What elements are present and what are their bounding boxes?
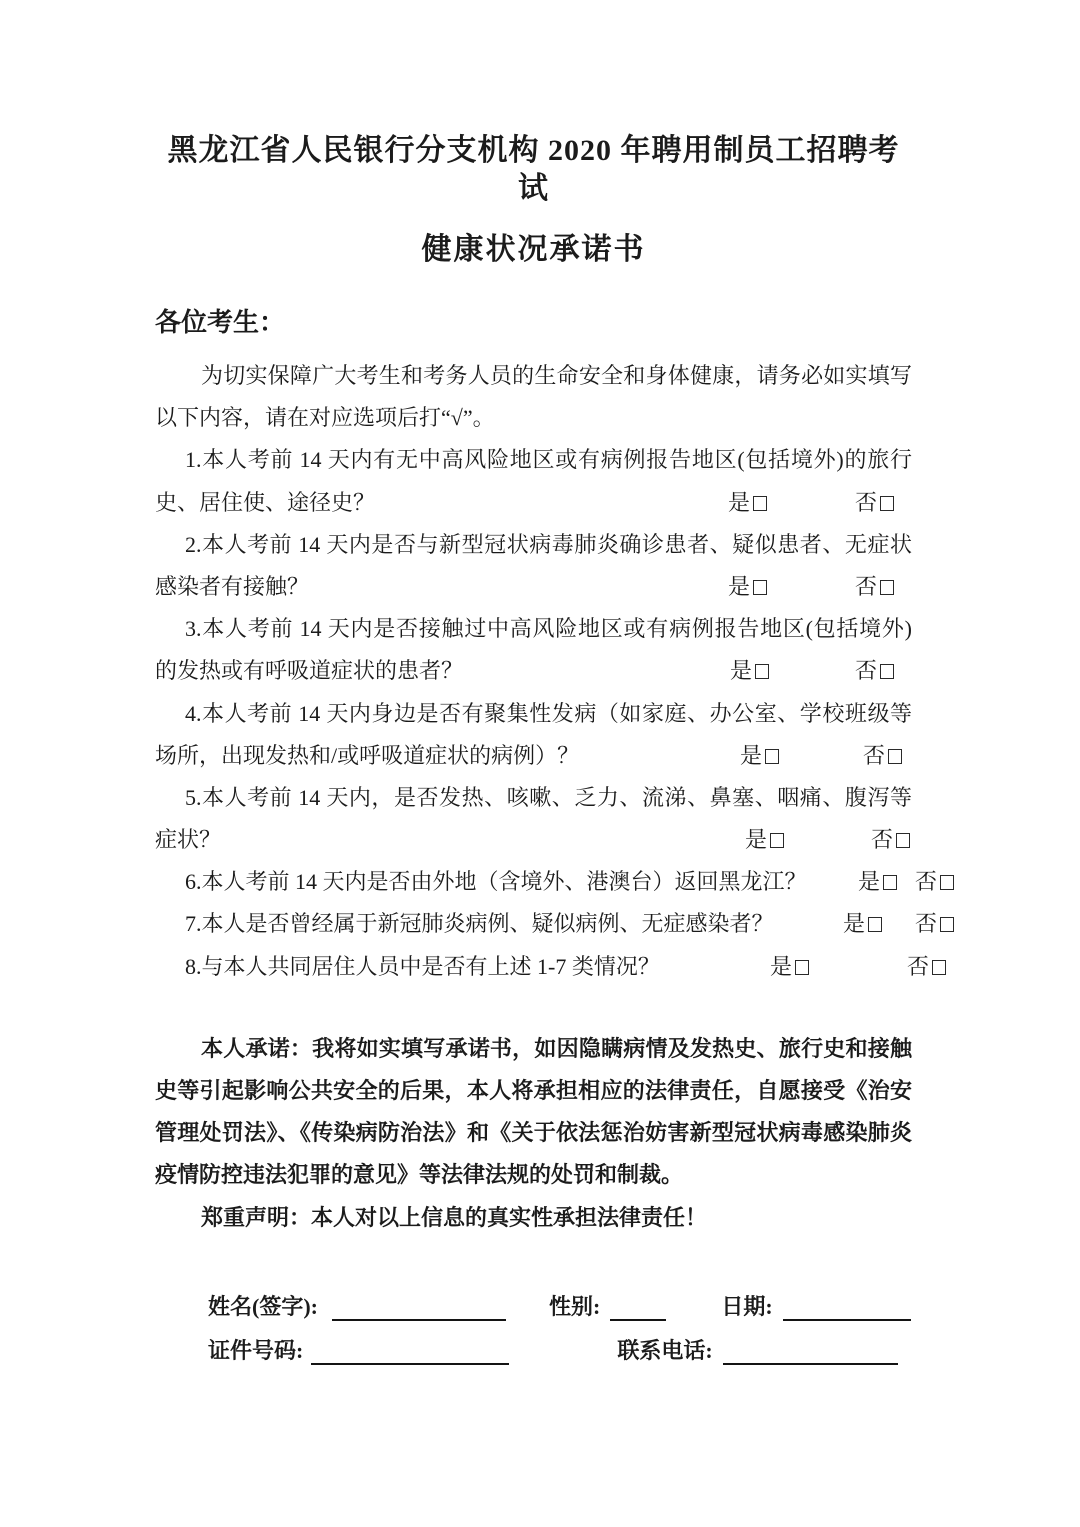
salutation: 各位考生： (155, 307, 286, 337)
question-7-yes-option (813, 903, 882, 945)
question-5-no-checkbox[interactable] (896, 833, 910, 848)
commitment-line-3: 管理处罚法》、《传染病防治法》和《关于依法惩治妨害新型冠状病毒感染肺炎 (155, 1120, 912, 1146)
question-8-no-option (877, 946, 946, 988)
intro-line-1: 为切实保障广大考生和考务人员的生命安全和身体健康，请务必如实填写 (201, 363, 912, 388)
question-3-yes-checkbox[interactable] (755, 664, 769, 679)
yes-label: 是 (728, 573, 751, 599)
question-7-options-line (155, 903, 938, 945)
commitment-line-2: 史等引起影响公共安全的后果，本人将承担相应的法律责任，自愿接受《治安 (155, 1078, 912, 1103)
phone-field[interactable] (723, 1335, 898, 1365)
yes-label: 是 (858, 869, 881, 895)
question-3-options-line (155, 650, 912, 692)
question-4-text: 4.本人考前 14 天内身边是否有聚集性发病（如家庭、办公室、学校班级等 (185, 700, 912, 726)
question-1-options-line (155, 482, 912, 524)
question-3-no-option (855, 650, 894, 692)
question-4-options-line (155, 735, 912, 777)
id-number-label: 证件号码: (208, 1337, 304, 1363)
question-2-no-checkbox[interactable] (880, 580, 894, 595)
document-subtitle: 健康状况承诺书 (421, 233, 646, 266)
id-number-field[interactable] (311, 1335, 509, 1365)
yes-label: 是 (745, 827, 768, 853)
yes-label: 是 (728, 489, 751, 515)
question-6-no-checkbox[interactable] (940, 875, 954, 890)
gender-label: 性别: (548, 1293, 601, 1319)
question-1-text: 1.本人考前 14 天内有无中高风险地区或有病例报告地区(包括境外)的旅行 (185, 447, 912, 473)
question-7-yes-checkbox[interactable] (868, 917, 882, 932)
date-field[interactable] (783, 1291, 911, 1321)
no-label: 否 (915, 869, 938, 895)
question-2-options-line (155, 566, 912, 608)
question-5-options-line (155, 819, 912, 861)
no-label: 否 (907, 953, 930, 979)
question-1-text-cont: 史、居住使、途径史？ (155, 489, 376, 515)
no-label: 否 (915, 911, 938, 937)
signature-row-1 (155, 1285, 912, 1329)
no-label: 否 (855, 573, 878, 599)
question-4-no-option (863, 735, 902, 777)
commitment-line-4: 疫情防控违法犯罪的意见》等法律法规的处罚和制裁。 (155, 1162, 684, 1188)
name-label: 姓名(签字): (208, 1293, 318, 1319)
commitment-line-1: 本人承诺：我将如实填写承诺书，如因隐瞒病情及发热史、旅行史和接触 (201, 1035, 912, 1061)
yes-label: 是 (740, 742, 763, 768)
yes-label: 是 (843, 911, 866, 937)
question-6-no-option (885, 861, 954, 903)
question-1-no-option (855, 482, 894, 524)
question-6-options-line (155, 861, 938, 903)
question-5-text-cont: 症状？ (155, 827, 222, 853)
signature-row-2 (155, 1329, 912, 1373)
question-3-yes-option (730, 650, 769, 692)
question-3-text-cont: 的发热或有呼吸道症状的患者？ (155, 658, 464, 684)
question-5-text: 5.本人考前 14 天内，是否发热、咳嗽、乏力、流涕、鼻塞、咽痛、腹泻等 (185, 784, 912, 810)
no-label: 否 (855, 658, 878, 684)
question-2-no-option (855, 566, 894, 608)
question-2-yes-checkbox[interactable] (753, 580, 767, 595)
question-3-no-checkbox[interactable] (880, 664, 894, 679)
document-content (0, 132, 1080, 1373)
question-6-text: 6.本人考前 14 天内是否由外地（含境外、港澳台）返回黑龙江？ (185, 869, 807, 895)
question-7-no-option (885, 903, 954, 945)
date-label: 日期: (721, 1293, 773, 1319)
name-signature-field[interactable] (332, 1291, 506, 1321)
document-title: 黑龙江省人民银行分支机构 2020 年聘用制员工招聘考试 (167, 134, 900, 205)
no-label: 否 (871, 827, 894, 853)
question-5-yes-checkbox[interactable] (770, 833, 784, 848)
question-8-text: 8.与本人共同居住人员中是否有上述 1-7 类情况？ (185, 953, 660, 979)
question-4-text-cont: 场所，出现发热和/或呼吸道症状的病例）？ (155, 742, 580, 768)
question-5-yes-option (745, 819, 784, 861)
question-8-no-checkbox[interactable] (932, 960, 946, 975)
question-8-yes-checkbox[interactable] (795, 960, 809, 975)
no-label: 否 (863, 742, 886, 768)
phone-label: 联系电话: (617, 1337, 713, 1363)
question-7-text: 7.本人是否曾经属于新冠肺炎病例、疑似病例、无症感染者？ (185, 911, 774, 937)
question-1-yes-option (728, 482, 767, 524)
question-1-no-checkbox[interactable] (880, 496, 894, 511)
intro-line-2: 以下内容，请在对应选项后打“√”。 (155, 405, 495, 431)
declaration-line: 郑重声明：本人对以上信息的真实性承担法律责任！ (201, 1204, 708, 1230)
question-2-text: 2.本人考前 14 天内是否与新型冠状病毒肺炎确诊患者、疑似患者、无症状 (185, 531, 912, 557)
intro-and-questions (155, 355, 938, 988)
question-2-yes-option (728, 566, 767, 608)
question-3-text: 3.本人考前 14 天内是否接触过中高风险地区或有病例报告地区(包括境外) (185, 616, 912, 642)
yes-label: 是 (730, 658, 753, 684)
question-4-yes-option (740, 735, 779, 777)
question-1-yes-checkbox[interactable] (753, 496, 767, 511)
commitment-paragraph (155, 1028, 912, 1239)
question-8-yes-option (740, 946, 809, 988)
no-label: 否 (855, 489, 878, 515)
question-4-yes-checkbox[interactable] (765, 749, 779, 764)
question-4-no-checkbox[interactable] (888, 749, 902, 764)
gender-field[interactable] (610, 1291, 666, 1321)
question-8-options-line (155, 946, 930, 988)
question-7-no-checkbox[interactable] (940, 917, 954, 932)
question-2-text-cont: 感染者有接触？ (155, 573, 310, 599)
yes-label: 是 (770, 953, 793, 979)
question-5-no-option (871, 819, 910, 861)
